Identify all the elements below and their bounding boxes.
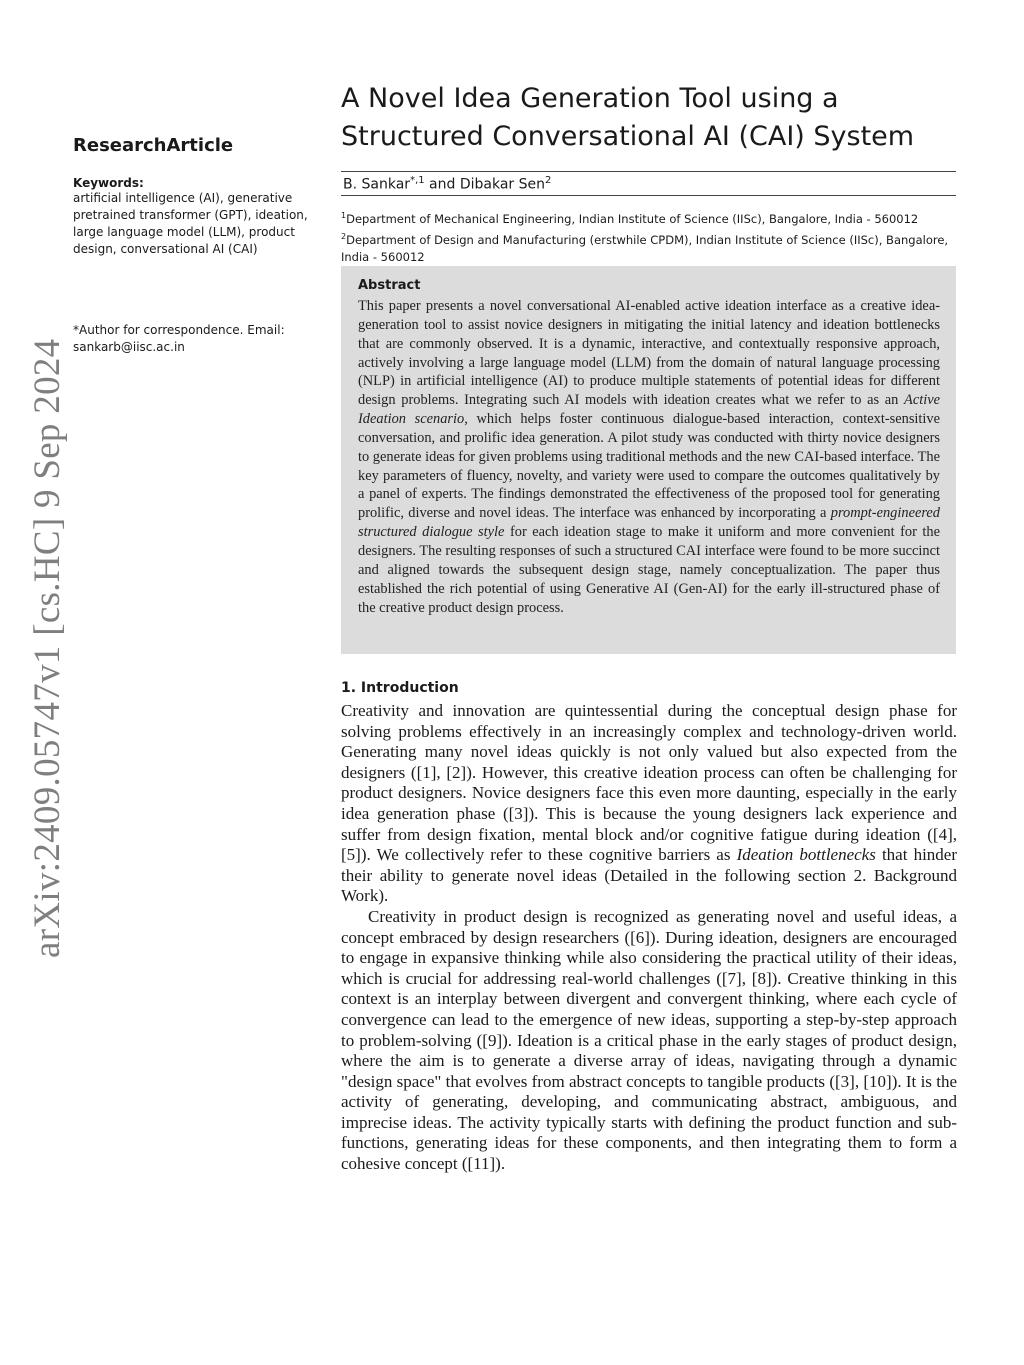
paragraph: Creativity in product design is recognized as generating novel and useful ideas, a concept embraced by design researchers ([6]). During ideation, designers are encouraged to engage in expansive thinking while also considering the practical utility of their ideas, which is crucial for addressing real-world challenges ([7], [8]). Creative thinking in this context is an interplay between divergent and convergent thinking, where each cycle of convergence can lead to the emergence of new ideas, supporting a step-by-step approach to problem-solving ([9]). Ideation is a critical phase in the early stages of product design, where the aim is to generate a diverse array of ideas, navigating through a dynamic "design space" that evolves from abstract concepts to tangible products ([3], [10]). It is the activity of generating, developing, and communicating abstract, ambiguous, and imprecise ideas. The activity typically starts with defining the product function and sub-functions, generating ideas for these components, and then integrating them to form a cohesive concept ([11]). [341,906,957,1174]
article-type-label: ResearchArticle [73,135,234,156]
keywords-label: Keywords: [73,176,144,190]
author-affiliation-mark: 2 [545,175,552,186]
keywords-list: artificial intelligence (AI), generative pretrained transformer (GPT), ideation, large language model (LLM), product design, conversational AI (CAI) [73,191,308,256]
arxiv-identifier: arXiv:2409.05747v1 [cs.HC] 9 Sep 2024 [27,338,68,958]
author-affiliation-mark: *,1 [410,175,425,186]
title-rule-top [341,171,956,172]
author-rule-bottom [341,195,956,196]
abstract-text: This paper presents a novel conversational AI-enabled active ideation interface as a creative idea-generation tool to assist novice designers in mitigating the initial latency and ideation bottlenecks that are commonly observed. It is a dynamic, interactive, and contextually responsive approach, actively involving a large language model (LLM) from the domain of natural language processing (NLP) in artificial intelligence (AI) to produce multiple statements of potential ideas for different design problems. Integrating such AI models with ideation creates what we refer to as an Active Ideation scenario, which helps foster continuous dialogue-based interaction, context-sensitive conversation, and prolific idea generation. A pilot study was conducted with thirty novice designers to generate ideas for given problems using traditional methods and the new CAI-based interface. The key parameters of fluency, novelty, and variety were used to compare the outcomes qualitatively by a panel of experts. The findings demonstrated the effectiveness of the proposed tool for generating prolific, diverse and novel ideas. The interface was enhanced by incorporating a prompt-engineered structured dialogue style for each ideation stage to make it uniform and more convenient for the designers. The resulting responses of such a structured CAI interface were found to be more succinct and aligned towards the subsequent design stage, namely conceptualization. The paper thus established the rich potential of using Generative AI (Gen-AI) for the early ill-structured phase of the creative product design process. [358,298,940,616]
author-line [343,175,551,193]
abstract-heading: Abstract [358,278,421,293]
paper-title: A Novel Idea Generation Tool using a Structured Conversational AI (CAI) System [341,83,915,152]
author-name: B. Sankar [343,176,411,193]
affiliation: $^1$Department of Mechanical Engineering, Indian Institute of Science (IISc), Bangalore, India - 560012 [341,211,919,226]
author-conjunction: and [424,176,460,193]
emphasis-term: prompt-engineered structured dialogue style [358,505,940,541]
author-name: Dibakar Sen [459,176,545,193]
emphasis-term: Ideation bottlenecks [736,845,876,865]
affiliation: $^2$Department of Design and Manufacturing (erstwhile CPDM), Indian Institute of Science (IISc), Bangalore, India - 560012 [341,231,949,264]
abstract-box [341,266,956,654]
introduction-body [341,701,957,1175]
paragraph: Creativity and innovation are quintessential during the conceptual design phase for solving problems effectively in an increasingly complex and technology-driven world. Generating many novel ideas quickly is not only valued but also expected from the designers ([1], [2]). However, this creative ideation process can often be challenging for product designers. Novice designers face this even more daunting, especially in the early idea generation phase ([3]). This is because the young designers lack experience and suffer from design fixation, mental block and/or cognitive fatigue during ideation ([4], [5]). We collectively refer to these cognitive barriers as Ideation bottlenecks that hinder their ability to generate novel ideas (Detailed in the following section 2. Background Work). [341,701,958,906]
affiliations [341,207,958,266]
emphasis-term: Active Ideation scenario [358,392,940,428]
correspondence-note: *Author for correspondence. Email: sankarb@iisc.ac.in [73,323,285,354]
section-heading-introduction: 1. Introduction [341,680,459,696]
